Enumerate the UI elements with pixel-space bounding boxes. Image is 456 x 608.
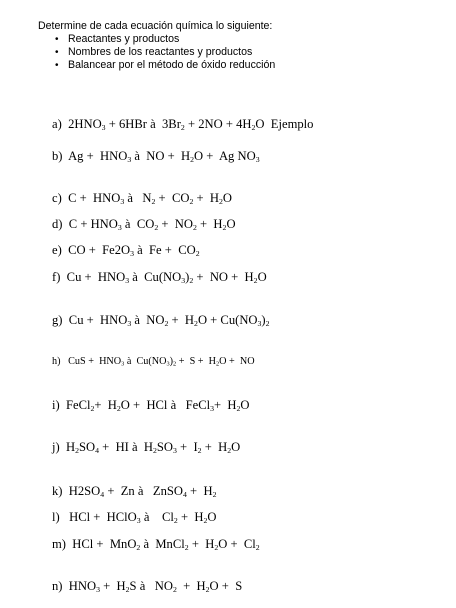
equation-m: m) HCl + MnO$_2$ à MnCl$_2$ + $H_2O + Cl_2$ — [52, 537, 260, 552]
equation-i: i) FeCl$_2$+ $H_2O$ + HCl à FeCl$_3$+ $H_2O$ — [52, 398, 250, 413]
instruction-item: • Balancear por el método de óxido reducción — [68, 59, 275, 72]
equation-n: n) $HNO_3 + H_2S$ à $NO_2 + H_2O + S$ — [52, 579, 243, 594]
instructions-list — [38, 33, 275, 72]
equation-a: a) $2HNO_3 + 6HBr$ à $3Br_2 + 2NO + 4H_2O$ Ejemplo — [52, 117, 314, 132]
equation-l: l) HCl + HClO$_3$ à $Cl_2 + H_2O$ — [52, 510, 217, 525]
equation-d: d) $C + HNO_3$ à $CO_2 + NO_2 + H_2O$ — [52, 217, 236, 232]
equation-e: e) CO + $Fe2O_3$ à $Fe + CO_2$ — [52, 243, 200, 258]
instructions-intro: Determine de cada ecuación química lo siguiente: — [38, 20, 273, 32]
instruction-item: • Nombres de los reactantes y productos — [68, 46, 275, 59]
equation-g: g) $Cu + HNO_3$ à $NO_2 + H_2O + Cu(NO_3)_2$ — [52, 313, 270, 328]
equation-f: f) $Cu + HNO_3$ à $Cu(NO_3)_2$ + NO + $H_2O$ — [52, 270, 267, 285]
equation-k: k) $H2SO_4 + Zn$ à ZnSO$_4$ + $H_2$ — [52, 484, 217, 499]
equation-j: j) $H_2SO_4$ + HI à $H_2SO_3 + I_2 + H_2O$ — [52, 440, 241, 455]
equation-b: b) $Ag + HNO_3$ à NO + $H_2O + Ag$ $NO_3$ — [52, 149, 260, 164]
instructions — [38, 20, 275, 72]
equation-c: c) $C + HNO_3$ à $N_2 + CO_2 + H_2O$ — [52, 191, 233, 206]
equation-h: h) CuS + $HNO_3$ à $Cu(NO_3)_2 + S + H_2O$ + NO — [52, 356, 255, 368]
instruction-item: • Reactantes y productos — [68, 33, 275, 46]
